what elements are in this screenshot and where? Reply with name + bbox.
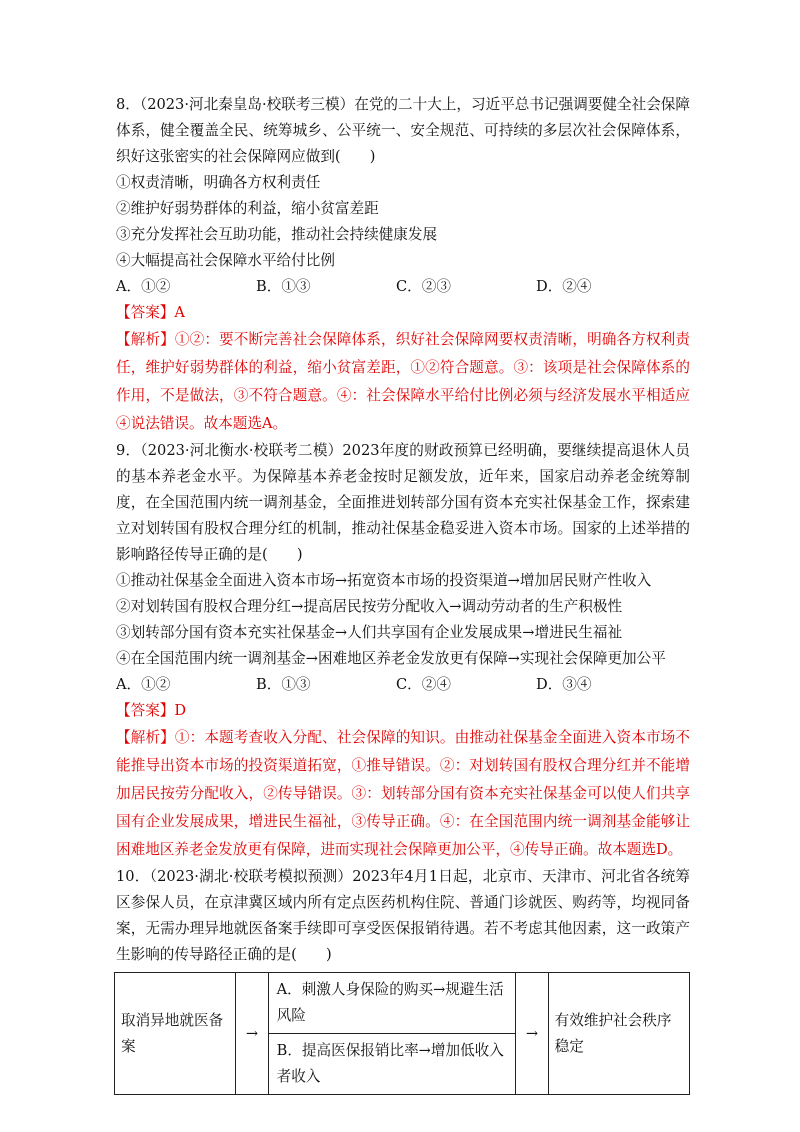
choice-b[interactable]: B．①③ — [256, 278, 311, 295]
analysis-text: ①：本题考查收入分配、社会保障的知识。由推动社保基金全面进入资本市场不能推导出资本市场的投资渠道拓宽，①推导错误。②：对划转国有股权合理分红并不能增加居民按劳分配收入，②传导错误。③：划转部分国有资本充实社保基金可以使人们共享国有企业发展成果，增进民生福祉，③传导正确。④：在全国范围内统一调剂基金能够让困难地区养老金发放更有保障，进而实现社会保障更加公平，④传导正确。故本题选D。 — [116, 729, 690, 858]
table-option-a[interactable]: A．刺激人身保险的购买→规避生活风险 — [268, 973, 516, 1034]
question-8 — [116, 92, 690, 438]
question-9-item-1: ①推动社保基金全面进入资本市场→拓宽资本市场的投资渠道→增加居民财产性收入 — [116, 572, 652, 589]
choice-a[interactable]: A．①② — [116, 278, 171, 295]
analysis-tag: 【解析】 — [116, 729, 175, 746]
table-right-cell: 有效维护社会秩序稳定 — [548, 973, 689, 1095]
arrow-icon: → — [236, 973, 268, 1095]
table-option-b[interactable]: B．提高医保报销比率→增加低收入者收入 — [268, 1034, 516, 1095]
choice-d[interactable]: D．②④ — [536, 278, 592, 295]
question-9-item-2: ②对划转国有股权合理分红→提高居民按劳分配收入→调动劳动者的生产积极性 — [116, 598, 623, 615]
question-9-analysis — [116, 724, 690, 864]
transmission-path-table — [114, 972, 690, 1095]
question-8-item-4: ④大幅提高社会保障水平给付比例 — [116, 252, 335, 269]
arrow-icon: → — [516, 973, 548, 1095]
question-8-item-2: ②维护好弱势群体的利益，缩小贫富差距 — [116, 200, 379, 217]
question-8-stem: 8．（2023·河北秦皇岛·校联考三模）在党的二十大上，习近平总书记强调要健全社会保障体系，健全覆盖全民、统筹城乡、公平统一、安全规范、可持续的多层次社会保障体系，织好这张密实的社会保障网应做到( ) — [116, 96, 690, 165]
question-8-answer — [116, 300, 690, 326]
question-10 — [116, 864, 690, 1095]
question-9-answer — [116, 698, 690, 724]
question-9-stem: 9．（2023·河北衡水·校联考二模）2023年度的财政预算已经明确，要继续提高退休人员的基本养老金水平。为保障基本养老金按时足额发放，近年来，国家启动养老金统筹制度，在全国范围内统一调剂基金，全面推进划转部分国有资本充实社保基金工作，探索建立对划转国有股权合理分红的机制，推动社保基金稳妥进入资本市场。国家的上述举措的影响路径传导正确的是( ) — [116, 442, 690, 563]
answer-value: A — [174, 304, 185, 321]
choice-b[interactable]: B．①③ — [256, 676, 311, 693]
question-8-item-1: ①权责清晰，明确各方权利责任 — [116, 174, 321, 191]
question-9-item-3: ③划转部分国有资本充实社保基金→人们共享国有企业发展成果→增进民生福祉 — [116, 624, 623, 641]
answer-tag: 【答案】 — [116, 304, 175, 321]
choice-c[interactable]: C．②④ — [396, 676, 451, 693]
question-9-item-4: ④在全国范围内统一调剂基金→困难地区养老金发放更有保障→实现社会保障更加公平 — [116, 650, 666, 667]
choice-c[interactable]: C．②③ — [396, 278, 451, 295]
table-left-cell: 取消异地就医备案 — [115, 973, 236, 1095]
question-10-stem: 10．（2023·湖北·校联考模拟预测）2023年4月1日起，北京市、天津市、河北省各统筹区参保人员，在京津冀区域内所有定点医药机构住院、普通门诊就医、购药等，均视同备案，无需办理异地就医备案手续即可享受医保报销待遇。若不考虑其他因素，这一政策产生影响的传导路径正确的是( ) — [116, 868, 690, 963]
document-page — [116, 92, 690, 1095]
question-8-analysis — [116, 326, 690, 438]
question-9 — [116, 438, 690, 864]
choice-a[interactable]: A．①② — [116, 676, 171, 693]
question-9-choices — [116, 672, 690, 698]
answer-value: D — [174, 702, 187, 719]
question-8-item-3: ③充分发挥社会互助功能，推动社会持续健康发展 — [116, 226, 438, 243]
analysis-text: ①②：要不断完善社会保障体系，织好社会保障网要权责清晰，明确各方权利责任，维护好弱势群体的利益，缩小贫富差距，①②符合题意。③：该项是社会保障体系的作用，不是做法，③不符合题意。④：社会保障水平给付比例必须与经济发展水平相适应④说法错误。故本题选A。 — [116, 331, 690, 432]
question-8-choices — [116, 274, 690, 300]
analysis-tag: 【解析】 — [116, 331, 175, 348]
answer-tag: 【答案】 — [116, 702, 175, 719]
choice-d[interactable]: D．③④ — [536, 676, 592, 693]
